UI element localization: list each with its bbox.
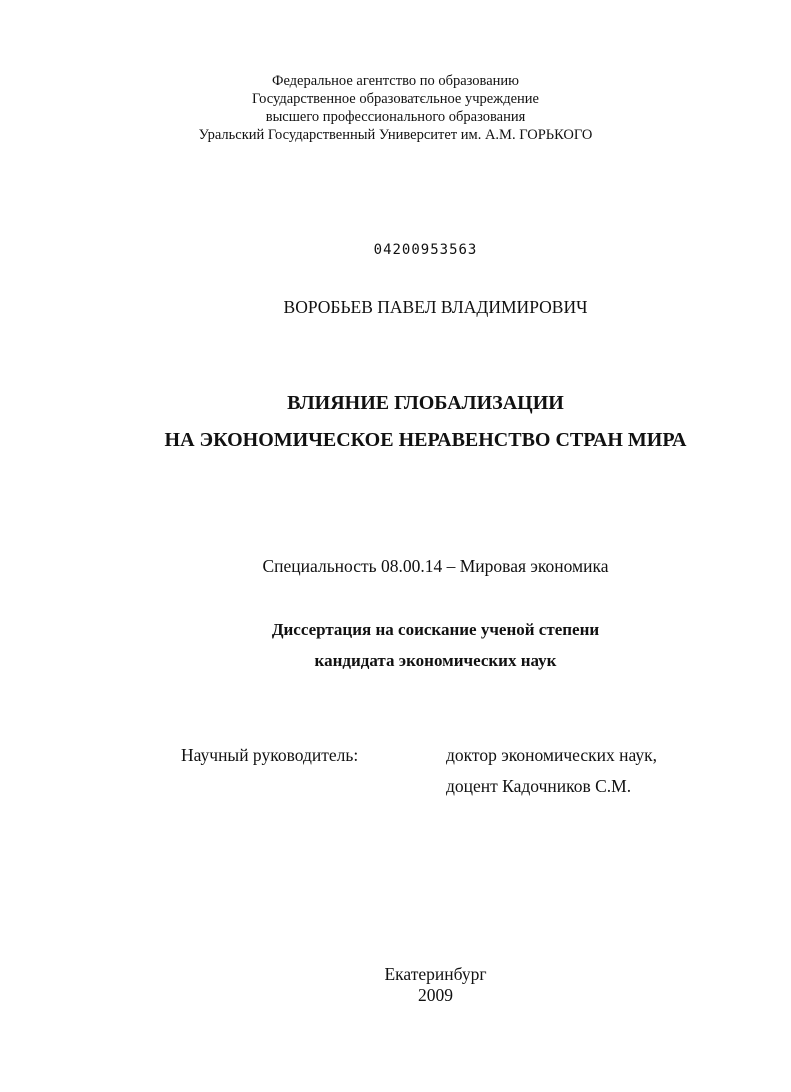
supervisor-name: доцент Кадочников С.М. bbox=[446, 776, 632, 796]
thesis-title-line-2: НА ЭКОНОМИЧЕСКОЕ НЕРАВЕНСТВО СТРАН МИРА bbox=[164, 429, 687, 451]
specialty: Специальность 08.00.14 – Мировая экономика bbox=[262, 556, 609, 576]
header-education-level: высшего профессионального образования bbox=[265, 109, 526, 125]
city: Екатеринбург bbox=[384, 964, 487, 984]
thesis-title-line-1: ВЛИЯНИЕ ГЛОБАЛИЗАЦИИ bbox=[287, 392, 564, 414]
degree-line-1: Диссертация на соискание ученой степени bbox=[271, 620, 600, 639]
degree-line-2: кандидата экономических наук bbox=[314, 651, 557, 670]
registration-number: 04200953563 bbox=[373, 242, 478, 258]
header-agency: Федеральное агентство по образованию bbox=[271, 73, 519, 89]
author-name: ВОРОБЬЕВ ПАВЕЛ ВЛАДИМИРОВИЧ bbox=[283, 297, 588, 317]
header-university: Уральский Государственный Университет им. А.М. ГОРЬКОГО bbox=[198, 127, 593, 143]
year: 2009 bbox=[418, 985, 453, 1005]
header-institution-type: Государственное образоватєльное учреждение bbox=[252, 91, 539, 107]
supervisor-degree: доктор экономических наук, bbox=[446, 745, 657, 765]
supervisor-label: Научный руководитель: bbox=[181, 745, 359, 765]
